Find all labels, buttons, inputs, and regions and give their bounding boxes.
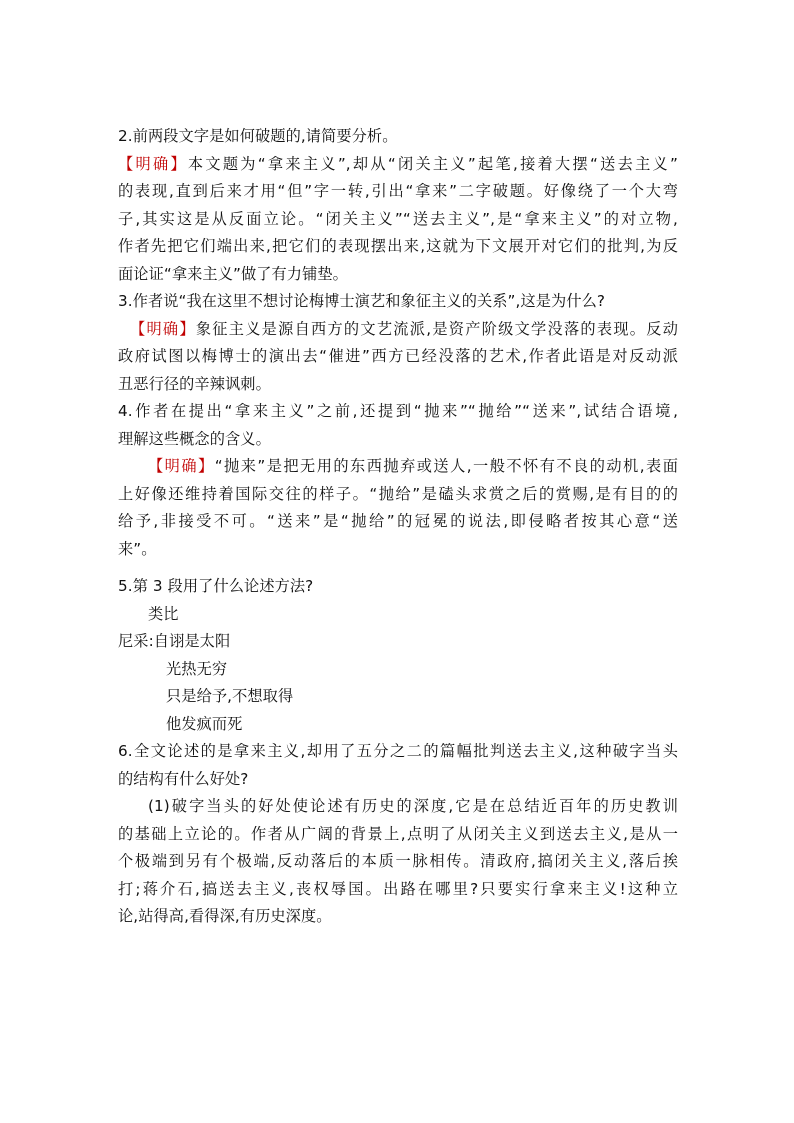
q2-answer-line-4: 作者先把它们端出来,把它们的表现摆出来,这就为下文展开对它们的批判,为反 [118, 237, 678, 255]
nietzsche-line-3: 他发疯而死 [166, 714, 243, 733]
q3-answer-line-1: 【明确】象征主义是源自西方的文艺流派,是资产阶级文学没落的表现。反动 [130, 319, 678, 338]
question-5: 5.第 3 段用了什么论述方法? [118, 577, 314, 595]
q6-answer-line-1: (1)破字当头的好处使论述有历史的深度,它是在总结近百年的历史教训 [148, 797, 678, 815]
nietzsche-line-2: 只是给予,不想取得 [166, 687, 294, 705]
q6-answer-line-4: 打;蒋介石,搞送去主义,丧权辱国。出路在哪里?只要实行拿来主义!这种立 [118, 879, 678, 898]
q4-answer-line-3: 给予,非接受不可。“送来”是“抛给”的冠冕的说法,即侵略者按其心意“送 [118, 512, 678, 530]
nietzsche-label: 尼采:自诩是太阳 [118, 632, 231, 650]
answer-tag: 【明确】 [130, 319, 196, 338]
q4-answer-line-2: 上好像还维持着国际交往的样子。“抛给”是磕头求赏之后的赏赐,是有目的的 [118, 484, 678, 503]
q2-answer-line-5: 面论证“拿来主义”做了有力铺垫。 [118, 264, 348, 283]
document-content [118, 123, 678, 931]
question-2: 2.前两段文字是如何破题的,请简要分析。 [118, 127, 398, 145]
nietzsche-line-1: 光热无穷 [166, 659, 228, 678]
question-6-line-1: 6.全文论述的是拿来主义,却用了五分之二的篇幅批判送去主义,这种破字当头 [118, 742, 678, 760]
q3-answer-line-2: 政府试图以梅博士的演出去“催进”西方已经没落的艺术,作者此语是对反动派 [118, 347, 678, 365]
question-4-line-1: 4.作者在提出“拿来主义”之前,还提到“抛来”“抛给”“送来”,试结合语境, [118, 402, 678, 420]
spacer [118, 563, 678, 573]
question-4-line-2: 理解这些概念的含义。 [118, 429, 271, 448]
q4-answer-line-1: 【明确】“抛来”是把无用的东西抛弃或送人,一般不怀有不良的动机,表面 [148, 457, 678, 475]
q6-answer-line-3: 个极端到另有个极端,反动落后的本质一脉相传。清政府,搞闭关主义,落后挨 [118, 852, 678, 870]
q6-answer-line-2: 的基础上立论的。作者从广阔的背景上,点明了从闭关主义到送去主义,是从一 [118, 824, 678, 843]
answer-tag: 【明确】 [148, 457, 215, 475]
q2-answer-line-2: 的表现,直到后来才用“但”字一转,引出“拿来”二字破题。好像绕了一个大弯 [118, 182, 678, 200]
q4-answer-line-4: 来”。 [118, 539, 157, 558]
q2-answer-line-3: 子,其实这是从反面立论。“闭关主义”“送去主义”,是“拿来主义”的对立物, [118, 209, 678, 228]
question-3: 3.作者说“我在这里不想讨论梅博士演艺和象征主义的关系”,这是为什么? [118, 292, 606, 310]
q6-answer-line-5: 论,站得高,看得深,有历史深度。 [118, 907, 332, 925]
answer-tag: 【明确】 [118, 154, 188, 173]
q3-answer-line-3: 丑恶行径的辛辣讽刺。 [118, 374, 271, 393]
question-6-line-2: 的结构有什么好处? [118, 769, 249, 788]
q5-answer: 类比 [148, 604, 179, 623]
q2-answer-line-1: 【明确】本文题为“拿来主义”,却从“闭关主义”起笔,接着大摆“送去主义” [118, 154, 678, 173]
